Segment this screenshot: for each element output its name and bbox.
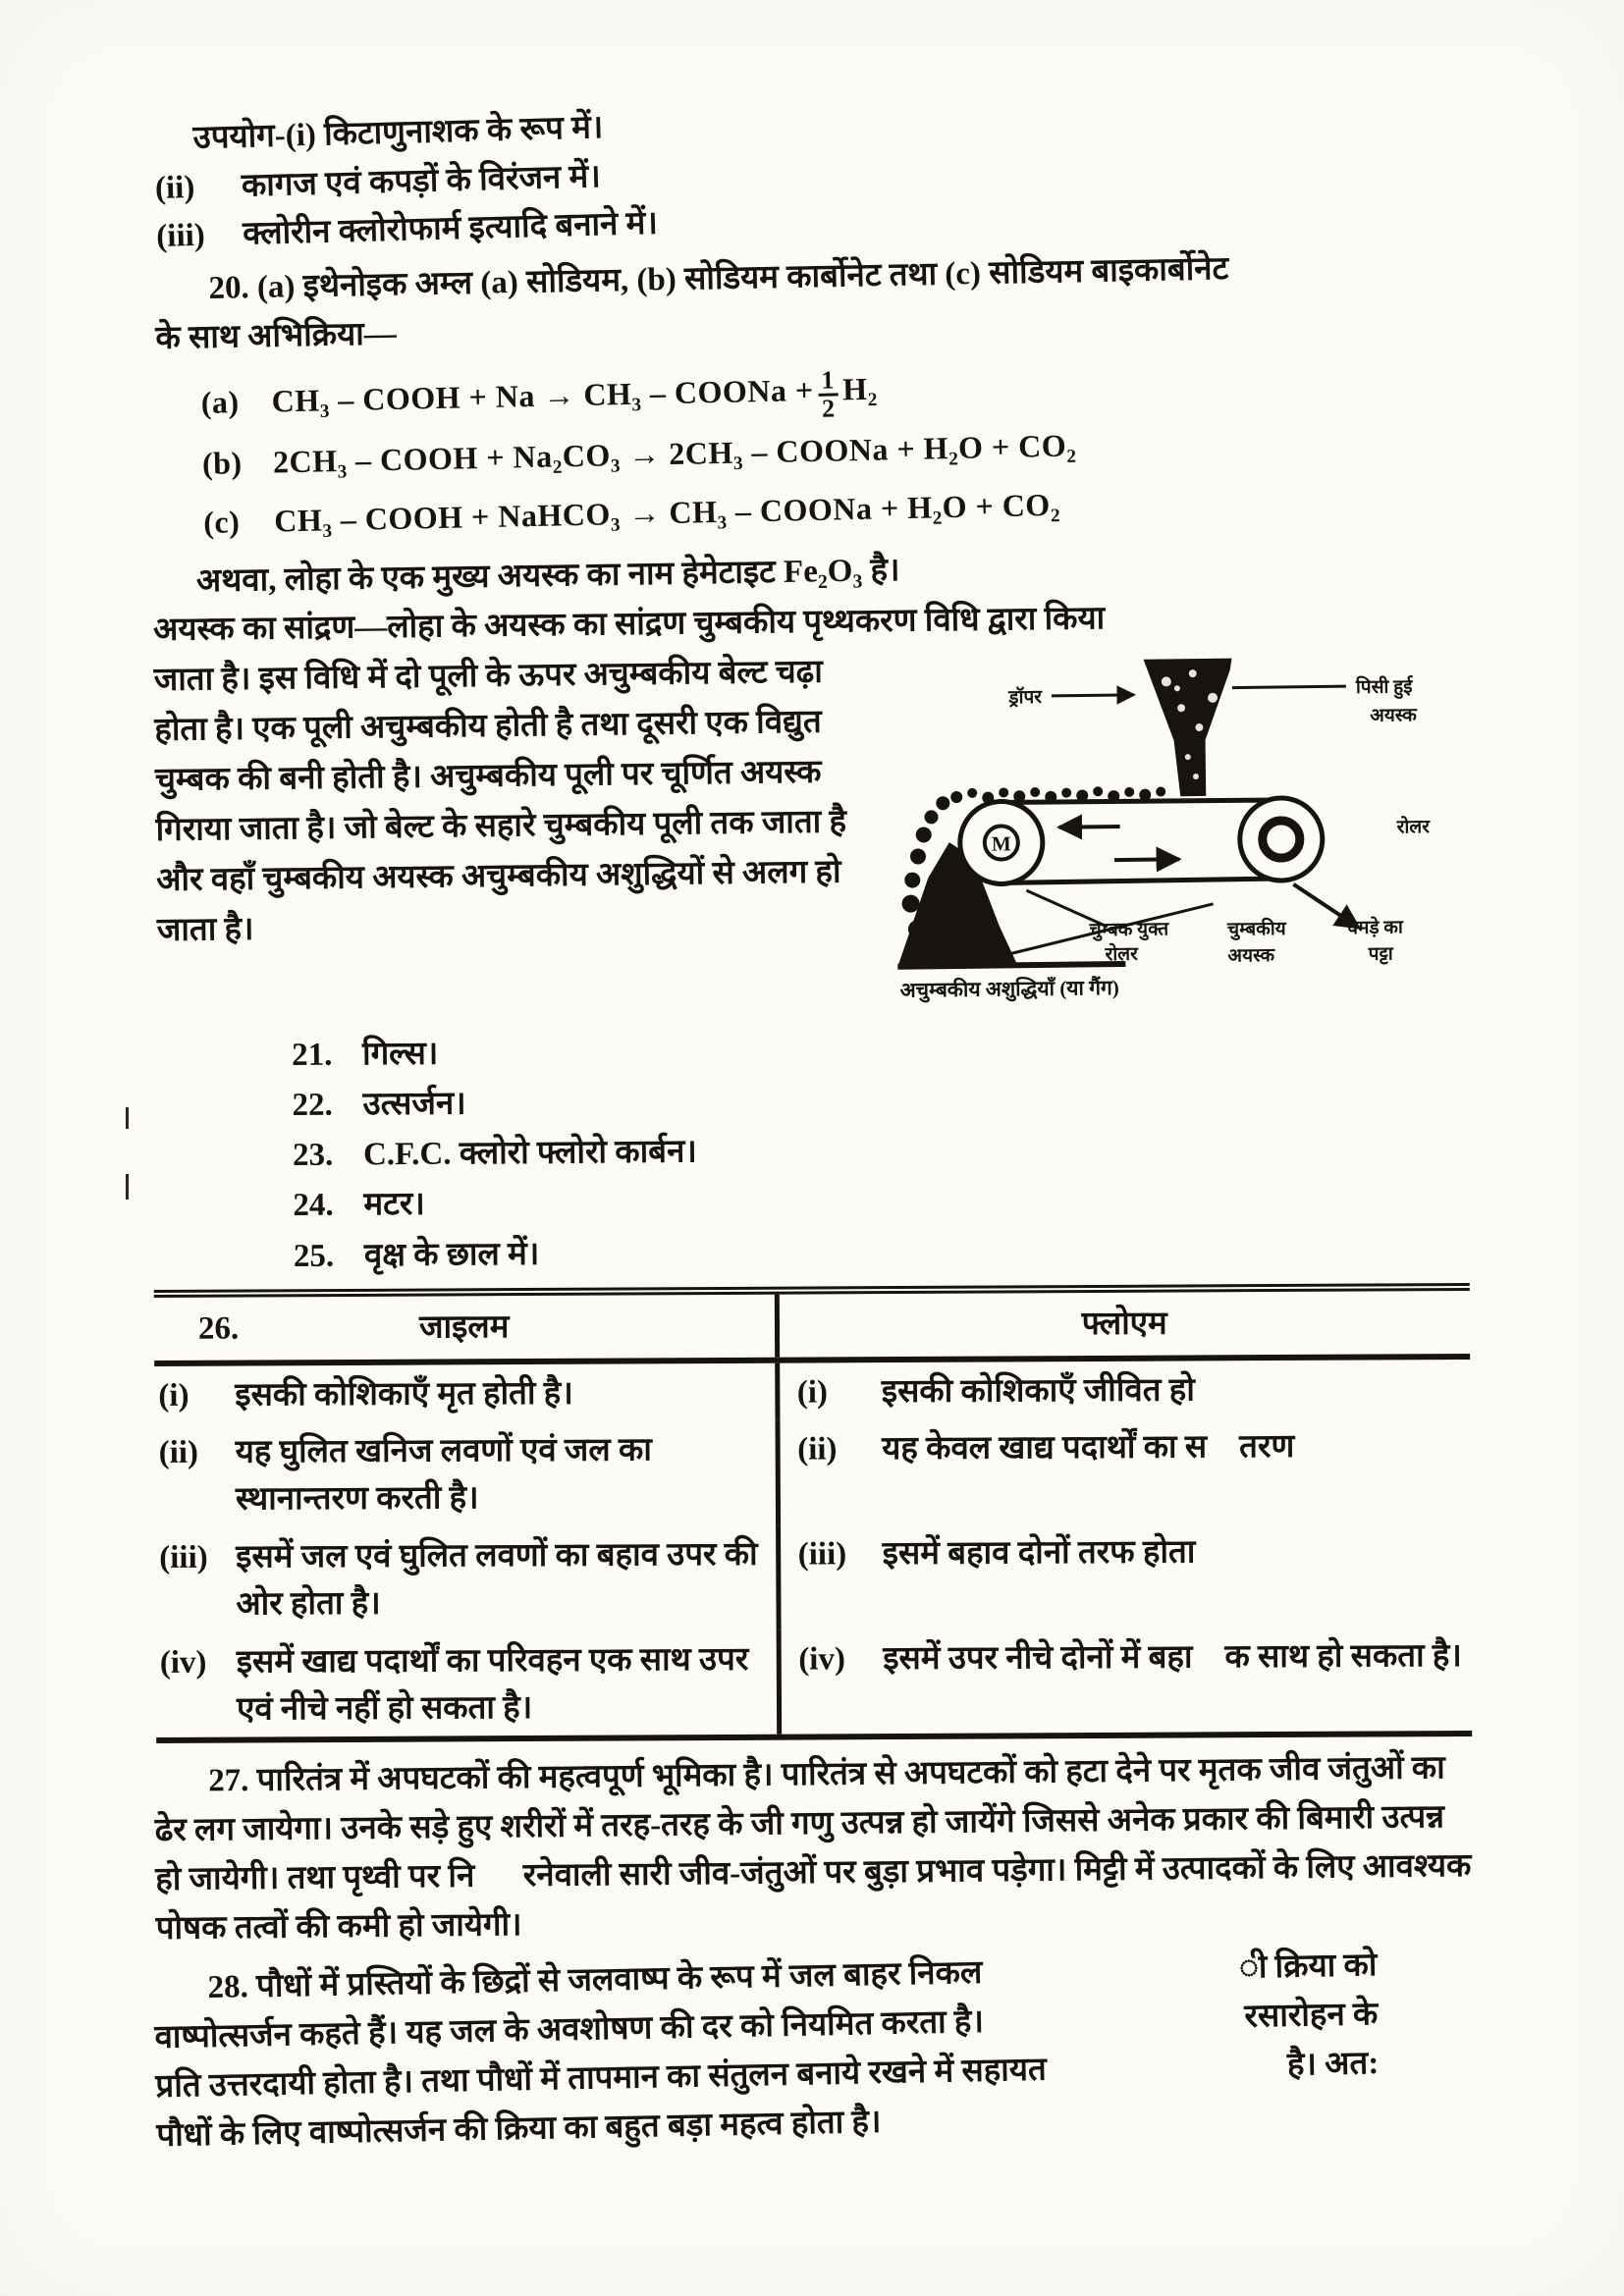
belt-arrow-right [1114,859,1179,860]
magnet-roller-label-2: रोलर [1105,943,1139,965]
line-right: है। अत: [1286,2046,1380,2083]
cell-text: इसकी कोशिकाएँ मृत होती है। [235,1374,573,1413]
table-body [154,1359,1472,1737]
roller-label: रोलर [1396,816,1431,838]
equation-label: (a) [200,384,240,420]
question-20 [154,240,1478,363]
fraction [818,364,839,423]
answer-number: 21. [291,1037,333,1073]
belt-label-1: चमड़े का [1345,917,1403,938]
xylem-phloem-table [154,1283,1472,1743]
belt-label-2: पट्टा [1368,943,1393,965]
table-header-left [154,1294,780,1360]
equation-label: (c) [202,504,241,540]
row-marker: (ii) [797,1431,838,1468]
answer-text: उत्सर्जन। [362,1086,466,1123]
cell-text: इसमें खाद्य पदार्थों का परिवहन एक साथ उपर एवं नीचे नहीं हो सकता है। [236,1641,757,1727]
cell-text: इसमें उपर नीचे दोनों में बहा क साथ हो सकता है। [883,1637,1462,1677]
ore-body [153,639,1479,1002]
fraction-denominator: 2 [821,394,836,423]
cell-text: इसकी कोशिकाएँ जीवित हो [881,1371,1195,1410]
line-left: प्रति उत्तरदायी होता है। तथा पौधों में तापमान का संतुलन बनाये रखने में सहायत [155,2052,1048,2105]
magnet-roller-label-1: चुम्बक युक्त [1089,919,1169,941]
question-20-line2: के साथ अभिक्रिया— [155,315,398,355]
margin-tick [126,1174,129,1200]
table-number: 26. [197,1310,240,1347]
line-left: वाष्पोत्सर्जन कहते हैं। यह जल के अवशोषण की दर को नियमित करता है। [154,2003,985,2056]
dropper-arrow [1052,695,1134,696]
row-marker: (i) [158,1376,189,1414]
column-header-phloem: फ्लोएम [1081,1306,1167,1342]
row-marker: (iv) [159,1644,207,1681]
ground-ore-label-2: अयस्क [1370,705,1417,726]
table-cell-xylem-iii [155,1524,781,1632]
line-right: ी क्रिया को [1238,1947,1378,1986]
ore-heading-line: अयस्क का सांद्रण—लोहा के अयस्क का सांद्रण चुम्बकीय पृथ्थकरण विधि द्वारा किया [152,601,1106,649]
answers-21-25 [292,1020,1478,1281]
magnetic-ore-label-1: चुम्बकीय [1226,918,1286,940]
equation-lhs: CH₃ – COOH + Na → CH₃ – COONa + [271,371,814,419]
ground-ore-pointer [1232,686,1346,687]
line-left: 28. पौधों में प्रस्तियों के छिद्रों से जलवाष्प के रूप में जल बाहर निकल [207,1954,983,2005]
answer-25 [294,1221,1478,1282]
ground-ore-label-1: पिसी हुई [1355,676,1413,698]
figure-caption: अचुम्बकीय अशुद्धियाँ (या गैंग) [899,975,1119,1002]
magnetic-ore-label-2: अयस्क [1227,944,1275,967]
uses-section [153,81,1478,262]
answer-text: मटर। [363,1187,425,1223]
answer-number: 25. [293,1238,335,1274]
table-cell-xylem-iv [156,1629,782,1737]
row-marker: (iii) [797,1535,847,1573]
paragraph-28 [153,1939,1479,2161]
answer-text: गिल्स। [361,1036,439,1073]
magnetic-separation-figure [886,643,1480,1019]
fraction-numerator: 1 [818,367,838,397]
equation-label: (b) [201,444,243,481]
table-cell-xylem-i [154,1362,780,1423]
answer-number: 24. [293,1187,334,1224]
equation-formula: 2CH₃ – COOH + Na₂CO₃ → 2CH₃ – COONa + H₂O + CO₂ [272,426,1077,479]
table-26-wrapper [154,1283,1472,1743]
answer-text: वृक्ष के छाल में। [363,1236,540,1273]
cell-text: यह घुलित खनिज लवणों एवं जल का स्थानान्तरण करती है। [235,1432,661,1518]
magnetic-separation-diagram [886,643,1479,1003]
cell-text: यह केवल खाद्य पदार्थों का स तरण [882,1428,1295,1468]
table-cell-phloem-iv [781,1626,1472,1734]
equations-block [200,346,1479,552]
row-marker: (iv) [798,1640,846,1677]
plain-pulley [1239,797,1323,881]
row-marker: (ii) [158,1434,199,1470]
equation-formula: CH₃ – COOH + NaHCO₃ → CH₃ – COONa + H₂O + CO₂ [273,486,1061,539]
ground-line [897,964,1125,967]
table-cell-xylem-ii [155,1420,781,1528]
list-text: कागज एवं कपड़ों के विरंजन में। [241,158,602,204]
list-marker: (iii) [155,217,206,254]
table-cell-phloem-iii [781,1522,1472,1629]
ore-body-text: जाता है। इस विधि में दो पूली के ऊपर अचुम्बकीय बेल्ट चढ़ा होता है। एक पूली अचुम्बकीय होती है तथा दूसरी एक विद्युत चुम्बक की बनी होती है। अचुम्बकीय पूली पर चूर्णित अयस्क गिराया जाता है। जो बेल्ट के सहारे चुम्बकीय पूली तक जाता है और वहाँ चुम्बकीय अयस्क अचुम्बकीय अशुद्धियों से अलग हो जाता है। [153,654,847,949]
question-20-line1: 20. (a) इथेनोइक अम्ल (a) सोडियम, (b) सोडियम कार्बोनेट तथा (c) सोडियम बाइकार्बोनेट [208,250,1229,306]
answer-text: C.F.C. क्लोरो फ्लोरो कार्बन। [362,1134,697,1173]
line-right: रसारोहन के [1244,1996,1379,2035]
table-cell-phloem-ii [780,1416,1471,1524]
ore-concentration-section [152,591,1479,1002]
table-cell-phloem-i [780,1359,1471,1420]
belt-top-line [999,799,1282,804]
cell-text: इसमें जल एवं घुलित लवणों का बहाव उपर की ओर होता है। [236,1536,766,1623]
line-left: पौधों के लिए वाष्पोत्सर्जन की क्रिया का बहुत बड़ा महत्व होता है। [156,2104,882,2155]
row-marker: (iii) [159,1539,208,1575]
margin-tick [126,1107,129,1129]
column-header-xylem: जाइलम [418,1308,510,1346]
equation-tail: H₂ [841,370,878,406]
pulley-m-label: M [991,831,1011,856]
list-marker: (ii) [154,169,195,206]
uses-line-1: उपयोग-(i) किटाणुनाशक के रूप में। [192,110,604,156]
table-header-row [154,1291,1470,1366]
paragraph-27: 27. पारितंत्र में अपघटकों की महत्वपूर्ण भूमिका है। पारितंत्र से अपघटकों को हटा देने पर मृतक जीव जंतुओं का ढेर लग जायेगा। उनके सड़े हुए शरीरों में तरह-तरह के जी गणु उत्पन्न हो जायेंगे जिससे अनेक प्रकार की बिमारी उत्पन्न हो जायेगी। तथा पृथ्वी पर नि रनेवाली सारी जीव-जंतुओं पर बुड़ा प्रभाव पड़ेगा। मिट्टी में उत्पादकों के लिए आवश्यक पोषक तत्वों की कमी हो जायेगी। [154,1750,1480,1948]
row-marker: (i) [796,1373,829,1410]
cell-text: इसमें बहाव दोनों तरफ होता [882,1534,1196,1572]
dropper-label: ड्रॉपर [1008,686,1043,709]
answer-number: 22. [292,1087,333,1124]
belt-arrow-left [1059,827,1120,828]
or-line: अथवा, लोहा के एक मुख्य अयस्क का नाम हेमेटाइट Fe₂O₃ है। [195,552,900,600]
hopper-shape [1144,658,1234,796]
answer-number: 23. [292,1137,334,1174]
belt-bottom-line [1000,879,1283,883]
list-text: क्लोरीन क्लोरोफार्म इत्यादि बनाने में। [242,205,659,252]
